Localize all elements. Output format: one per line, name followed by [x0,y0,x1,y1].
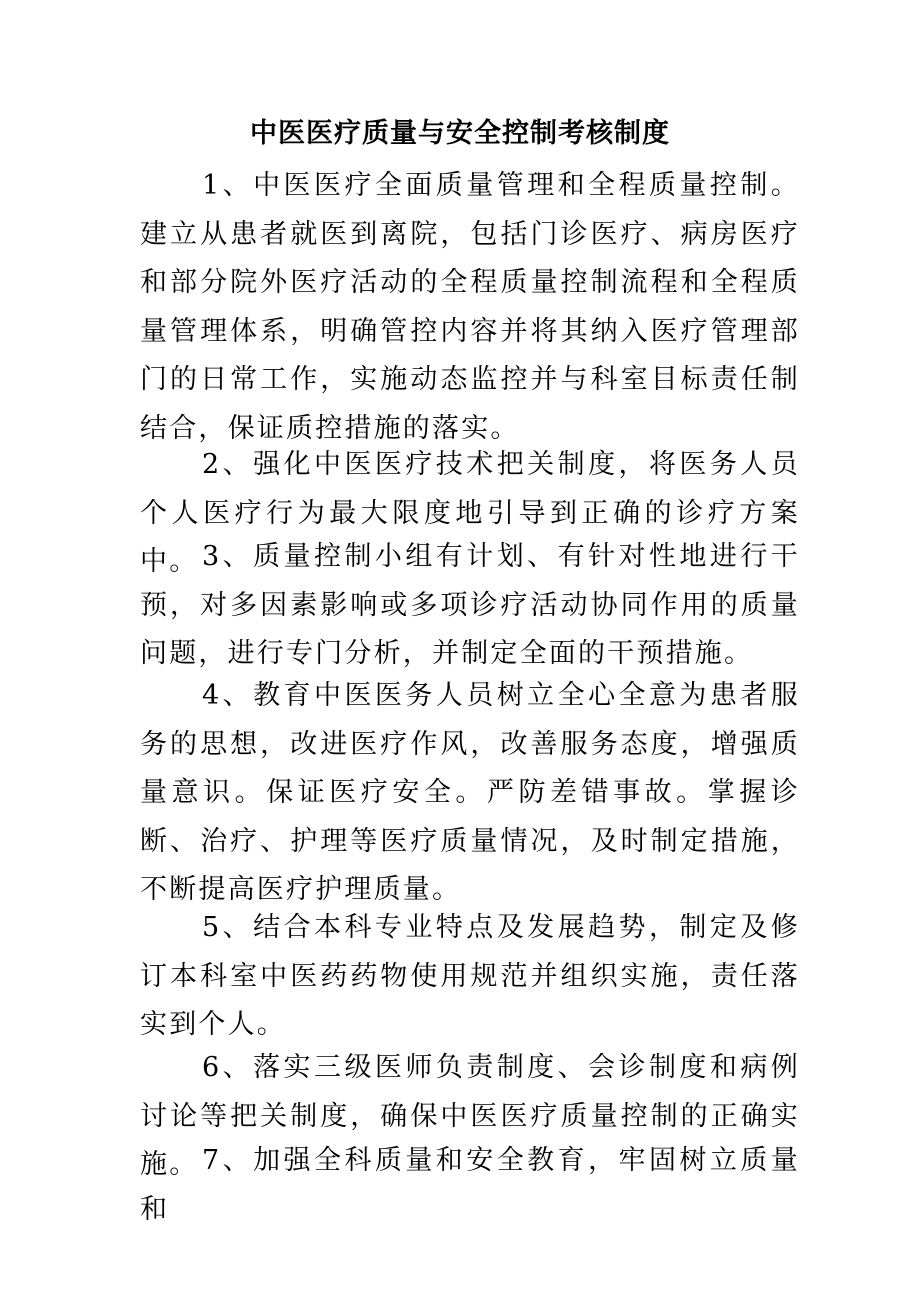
paragraph-1: 1、中医医疗全面质量管理和全程质量控制。建立从患者就医到离院，包括门诊医疗、病房医疗和部分院外医疗活动的全程质量控制流程和全程质量管理体系，明确管控内容并将其纳入医疗管理部门的日常工作，实施动态监控并与科室目标责任制结合，保证质控措施的落实。 [140,170,800,444]
paragraph-3: 3、质量控制小组有计划、有针对性地进行干预，对多因素影响或多项诊疗活动协同作用的质量问题，进行专门分析，并制定全面的干预措施。 [140,541,800,669]
paragraph-7: 7、加强全科质量和安全教育，牢固树立质量和 [140,1145,800,1225]
paragraph-4: 4、教育中医医务人员树立全心全意为患者服务的思想，改进医疗作风，改善服务态度，增强质量意识。保证医疗安全。严防差错事故。掌握诊断、治疗、护理等医疗质量情况，及时制定措施，不断提高医疗护理质量。 [140,680,800,905]
document-title: 中医医疗质量与安全控制考核制度 [250,118,670,149]
paragraph-5: 5、结合本科专业特点及发展趋势，制定及修订本科室中医药药物使用规范并组织实施，责任落实到个人。 [140,912,800,1040]
paragraph-6: 6、落实三级医师负责制度、会诊制度和病例讨论等把关制度，确保中医医疗质量控制的正确实施。 [140,1052,800,1180]
paragraph-2: 2、强化中医医疗技术把关制度，将医务人员个人医疗行为最大限度地引导到正确的诊疗方案中。 [140,449,800,577]
